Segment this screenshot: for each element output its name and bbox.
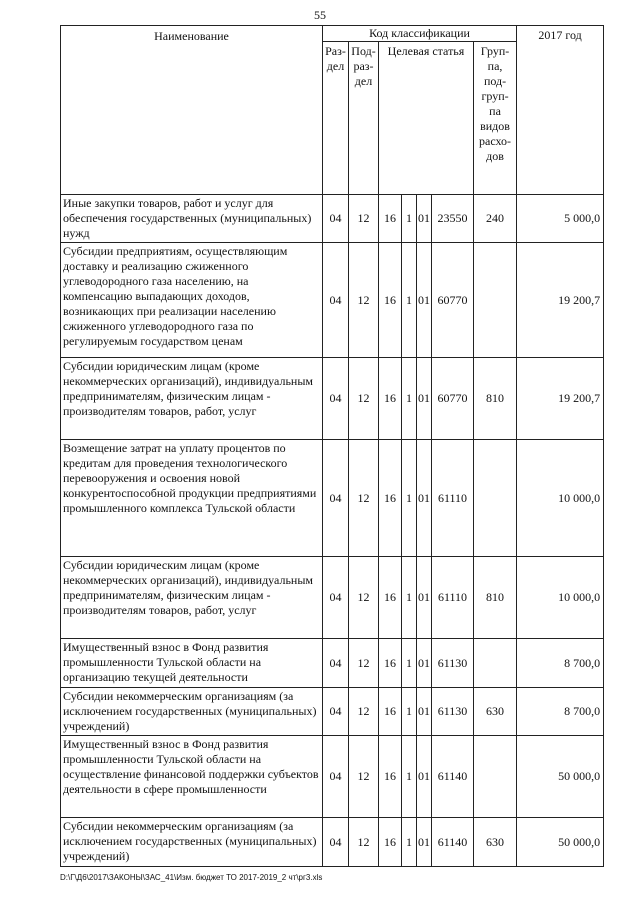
row-expense-group (474, 440, 517, 557)
header-classification-code: Код классификации (323, 26, 517, 42)
row-target-part2: 1 (402, 243, 417, 358)
row-target-part2: 1 (402, 688, 417, 736)
row-target-part3: 01 (417, 818, 432, 867)
row-target-part4: 61130 (432, 639, 474, 688)
row-amount: 50 000,0 (517, 818, 604, 867)
row-target-part2: 1 (402, 195, 417, 243)
table-row (61, 358, 604, 440)
row-target-part3: 01 (417, 557, 432, 639)
row-target-part1: 16 (379, 557, 402, 639)
row-target-part1: 16 (379, 688, 402, 736)
row-expense-group (474, 243, 517, 358)
row-razdel: 04 (323, 195, 349, 243)
row-target-part3: 01 (417, 195, 432, 243)
row-podrazdel: 12 (349, 639, 379, 688)
row-target-part2: 1 (402, 440, 417, 557)
row-target-part4: 61110 (432, 440, 474, 557)
row-target-part4: 61130 (432, 688, 474, 736)
header-expense-group: Груп- па, под- груп- па видов расхо- дов (474, 42, 517, 195)
header-target-article: Целевая статья (379, 42, 474, 195)
row-expense-group: 630 (474, 818, 517, 867)
row-name: Имущественный взнос в Фонд развития промышленности Тульской области на осуществление финансовой поддержки субъектов деятельности в сфере промышленности (61, 736, 323, 818)
table-row (61, 818, 604, 867)
table-row (61, 440, 604, 557)
row-expense-group (474, 736, 517, 818)
row-target-part1: 16 (379, 243, 402, 358)
row-expense-group: 810 (474, 557, 517, 639)
row-podrazdel: 12 (349, 243, 379, 358)
row-amount: 10 000,0 (517, 557, 604, 639)
row-razdel: 04 (323, 688, 349, 736)
file-path-footer: D:\Г\Д6\2017\ЗАКОНЫ\ЗАС_41\Изм. бюджет ТО 2017-2019_2 чт\рг3.xls (60, 873, 323, 882)
row-amount: 8 700,0 (517, 639, 604, 688)
header-razdel: Раз- дел (323, 42, 349, 195)
row-podrazdel: 12 (349, 358, 379, 440)
row-name: Субсидии предприятиям, осуществляющим доставку и реализацию сжиженного углеводородного газа населению, на компенсацию выпадающих доходов, возникающих при реализации населению сжиженного углеводородного газа по регулируемым государством ценам (61, 243, 323, 358)
row-podrazdel: 12 (349, 688, 379, 736)
row-podrazdel: 12 (349, 440, 379, 557)
row-expense-group: 630 (474, 688, 517, 736)
row-razdel: 04 (323, 736, 349, 818)
row-target-part4: 23550 (432, 195, 474, 243)
row-amount: 19 200,7 (517, 358, 604, 440)
row-razdel: 04 (323, 818, 349, 867)
row-amount: 8 700,0 (517, 688, 604, 736)
row-name: Возмещение затрат на уплату процентов по кредитам для проведения технологического перевооружения и освоения новой конкурентоспособной продукции предприятиями промышленного комплекса Тульской области (61, 440, 323, 557)
row-target-part1: 16 (379, 639, 402, 688)
row-target-part2: 1 (402, 358, 417, 440)
row-target-part4: 61140 (432, 818, 474, 867)
header-year: 2017 год (517, 26, 604, 195)
row-target-part2: 1 (402, 818, 417, 867)
row-target-part1: 16 (379, 358, 402, 440)
table-row (61, 243, 604, 358)
row-target-part1: 16 (379, 440, 402, 557)
row-amount: 10 000,0 (517, 440, 604, 557)
row-razdel: 04 (323, 243, 349, 358)
table-row (61, 688, 604, 736)
table-row (61, 195, 604, 243)
row-target-part2: 1 (402, 639, 417, 688)
table-row (61, 736, 604, 818)
row-expense-group: 240 (474, 195, 517, 243)
row-razdel: 04 (323, 639, 349, 688)
row-razdel: 04 (323, 440, 349, 557)
row-target-part4: 60770 (432, 358, 474, 440)
row-target-part1: 16 (379, 818, 402, 867)
row-target-part4: 61110 (432, 557, 474, 639)
table-row (61, 557, 604, 639)
row-amount: 50 000,0 (517, 736, 604, 818)
row-name: Субсидии юридическим лицам (кроме некоммерческих организаций), индивидуальным предпринимателям, физическим лицам - производителям товаров, работ, услуг (61, 557, 323, 639)
header-podrazdel: Под- раз- дел (349, 42, 379, 195)
page-number: 55 (314, 8, 326, 22)
row-target-part4: 61140 (432, 736, 474, 818)
row-target-part3: 01 (417, 358, 432, 440)
row-podrazdel: 12 (349, 736, 379, 818)
table-row (61, 639, 604, 688)
row-razdel: 04 (323, 358, 349, 440)
row-target-part3: 01 (417, 736, 432, 818)
budget-table (60, 25, 604, 867)
row-target-part1: 16 (379, 736, 402, 818)
row-target-part4: 60770 (432, 243, 474, 358)
row-name: Субсидии некоммерческим организациям (за исключением государственных (муниципальных) учреждений) (61, 818, 323, 867)
row-target-part3: 01 (417, 440, 432, 557)
row-target-part1: 16 (379, 195, 402, 243)
row-name: Имущественный взнос в Фонд развития промышленности Тульской области на организацию текущей деятельности (61, 639, 323, 688)
row-target-part2: 1 (402, 736, 417, 818)
header-name: Наименование (61, 26, 323, 195)
row-razdel: 04 (323, 557, 349, 639)
row-expense-group: 810 (474, 358, 517, 440)
row-target-part3: 01 (417, 639, 432, 688)
row-podrazdel: 12 (349, 557, 379, 639)
row-amount: 19 200,7 (517, 243, 604, 358)
row-expense-group (474, 639, 517, 688)
row-podrazdel: 12 (349, 195, 379, 243)
row-target-part3: 01 (417, 688, 432, 736)
row-name: Субсидии юридическим лицам (кроме некоммерческих организаций), индивидуальным предпринимателям, физическим лицам - производителям товаров, работ, услуг (61, 358, 323, 440)
row-name: Иные закупки товаров, работ и услуг для обеспечения государственных (муниципальных) нужд (61, 195, 323, 243)
table-body (61, 195, 604, 867)
row-amount: 5 000,0 (517, 195, 604, 243)
row-target-part2: 1 (402, 557, 417, 639)
row-podrazdel: 12 (349, 818, 379, 867)
row-name: Субсидии некоммерческим организациям (за исключением государственных (муниципальных) учреждений) (61, 688, 323, 736)
row-target-part3: 01 (417, 243, 432, 358)
